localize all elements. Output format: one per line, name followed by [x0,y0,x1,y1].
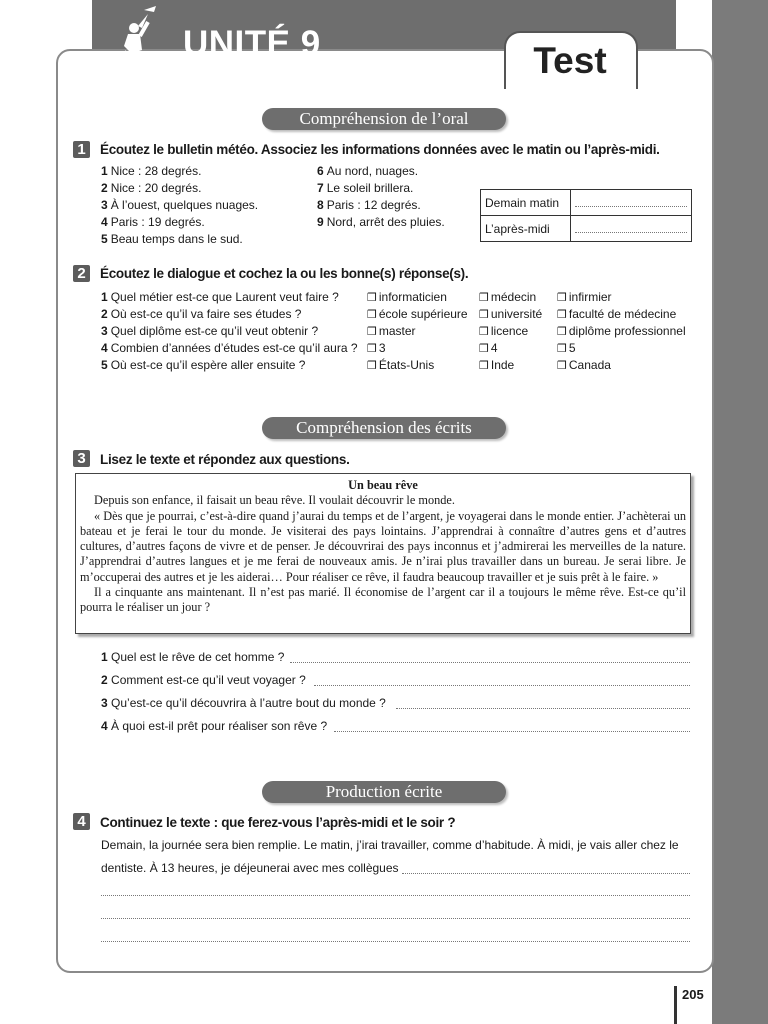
checkbox-icon: ❒ [557,308,567,321]
checkbox-option[interactable]: ❒ licence [479,324,529,338]
ex2-options-a [367,289,468,374]
checkbox-icon: ❒ [479,291,489,304]
checkbox-option[interactable]: ❒ États-Unis [367,358,435,372]
exercise-3-instruction: Lisez le texte et répondez aux questions. [100,452,350,467]
test-label: Test [533,40,607,81]
reading-text-box [75,473,691,634]
exercise-3-number: 3 [73,450,90,467]
checkbox-icon: ❒ [479,359,489,372]
answer-field-afternoon[interactable] [571,216,692,242]
exercise-4-number: 4 [73,813,90,830]
checkbox-option[interactable]: ❒ diplôme professionnel [557,324,686,338]
exercise-2-number: 2 [73,265,90,282]
list-item: 1 Quel métier est-ce que Laurent veut faire ? [101,290,339,304]
checkbox-option[interactable]: ❒ faculté de médecine [557,307,677,321]
checkbox-icon: ❒ [557,325,567,338]
checkbox-icon: ❒ [367,325,377,338]
reading-text-title: Un beau rêve [348,478,418,492]
question-row: 3 Qu’est-ce qu’il découvrira à l’autre bout du monde ? [101,696,386,710]
list-item: 3 Quel diplôme est-ce qu’il veut obtenir ? [101,324,319,338]
checkbox-option[interactable]: ❒ 3 [367,341,386,355]
ex1-column-1 [101,163,258,248]
checkbox-icon: ❒ [367,359,377,372]
section-production-title: Production écrite [262,781,506,803]
list-item: 5 Où est-ce qu’il espère aller ensuite ? [101,358,306,372]
writing-answer-line[interactable] [101,895,690,896]
answer-field-morning[interactable] [571,190,692,216]
unit-title: UNITÉ 9 [183,24,321,63]
writing-text-line: Demain, la journée sera bien remplie. Le matin, j’irai travailler, comme d’habitude. À midi, je vais aller chez le [101,838,679,852]
page-number-divider [674,986,677,1024]
reading-paragraph: Depuis son enfance, il faisait un beau rêve. Il voulait découvrir le monde. [94,493,455,508]
list-item: 2 Nice : 20 degrés. [101,181,202,195]
page-number: 205 [682,987,704,1002]
checkbox-option[interactable]: ❒ infirmier [557,290,612,304]
answer-line[interactable] [334,731,690,732]
checkbox-option[interactable]: ❒ master [367,324,416,338]
reading-paragraph: Il a cinquante ans maintenant. Il n’est pas marié. Il économise de l’argent car il a toujours le même rêve. Est-ce qu’il pourra le réaliser un jour ? [80,585,686,615]
table-label-afternoon: L’après-midi [481,216,571,242]
checkbox-option[interactable]: ❒ 5 [557,341,576,355]
exercise-4-instruction: Continuez le texte : que ferez-vous l’après-midi et le soir ? [100,815,456,830]
checkbox-option[interactable]: ❒ université [479,307,543,321]
ex1-column-2 [317,163,445,231]
checkbox-option[interactable]: ❒ médecin [479,290,537,304]
checkbox-icon: ❒ [479,325,489,338]
checkbox-option[interactable]: ❒ école supérieure [367,307,468,321]
exercise-2-instruction: Écoutez le dialogue et cochez la ou les bonne(s) réponse(s). [100,266,469,281]
checkbox-icon: ❒ [367,291,377,304]
exercise-1-instruction: Écoutez le bulletin météo. Associez les informations données avec le matin ou l’après-midi. [100,142,660,157]
answer-line[interactable] [396,708,690,709]
checkbox-icon: ❒ [479,308,489,321]
morning-afternoon-table [480,189,692,242]
reading-paragraph: « Dès que je pourrai, c’est-à-dire quand j’aurai du temps et de l’argent, je voyagerai dans le monde entier. J’achèterai un bateau et je ferai le tour du monde. Je visiterai des pays lointains. J’apprendrai à connaître d’autres gens et d’autres cultures, d’autres façons de vivre et de penser. Je découvrirai des pays inconnus et j’admirerai les merveilles de la nature. J’apprendrai d’autres langues et je me ferai de nouveaux amis. Je n’irai plus travailler dans un bureau. Je serai libre. Je m’occuperai des autres et je les aiderai… Pour réaliser ce rêve, il faudra beaucoup travailler et je suis prêt à le faire. » [80,508,686,584]
ex2-options-b [479,289,542,374]
torch-runner-illustration [104,6,168,78]
ex2-questions [101,289,358,374]
list-item: 9 Nord, arrêt des pluies. [317,215,445,229]
list-item: 2 Où est-ce qu’il va faire ses études ? [101,307,302,321]
checkbox-icon: ❒ [557,291,567,304]
question-row: 1 Quel est le rêve de cet homme ? [101,650,285,664]
checkbox-option[interactable]: ❒ Inde [479,358,515,372]
section-oral-title: Compréhension de l’oral [262,108,506,130]
checkbox-icon: ❒ [367,308,377,321]
exercise-1-number: 1 [73,141,90,158]
checkbox-icon: ❒ [557,342,567,355]
writing-text-line: dentiste. À 13 heures, je déjeunerai avec mes collègues [101,861,399,875]
checkbox-option[interactable]: ❒ Canada [557,358,611,372]
list-item: 5 Beau temps dans le sud. [101,232,243,246]
list-item: 1 Nice : 28 degrés. [101,164,202,178]
writing-answer-line[interactable] [101,941,690,942]
answer-line[interactable] [290,662,690,663]
checkbox-icon: ❒ [479,342,489,355]
list-item: 7 Le soleil brillera. [317,181,414,195]
list-item: 4 Combien d’années d’études est-ce qu’il aura ? [101,341,358,355]
writing-answer-line[interactable] [101,918,690,919]
checkbox-icon: ❒ [557,359,567,372]
list-item: 3 À l’ouest, quelques nuages. [101,198,259,212]
checkbox-option[interactable]: ❒ informaticien [367,290,447,304]
answer-line[interactable] [314,685,690,686]
ex2-options-c [557,289,686,374]
checkbox-option[interactable]: ❒ 4 [479,341,498,355]
question-row: 4 À quoi est-il prêt pour réaliser son rêve ? [101,719,328,733]
writing-answer-line[interactable] [402,873,690,874]
question-row: 2 Comment est-ce qu’il veut voyager ? [101,673,306,687]
right-margin-bar [712,0,768,1024]
list-item: 8 Paris : 12 degrés. [317,198,421,212]
list-item: 4 Paris : 19 degrés. [101,215,205,229]
list-item: 6 Au nord, nuages. [317,164,419,178]
checkbox-icon: ❒ [367,342,377,355]
table-label-morning: Demain matin [481,190,571,216]
section-ecrits-title: Compréhension des écrits [262,417,506,439]
